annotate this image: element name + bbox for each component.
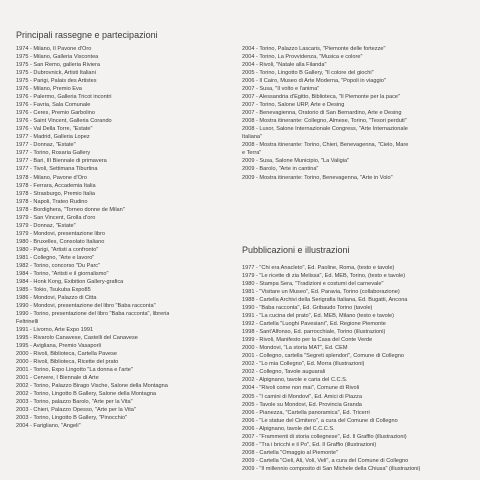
list-item: 2004 - Torino, Palazzo Lascaris, "Piemonte delle fortezze" [242,46,386,52]
list-item: 1990 - Torino, presentazione del libro "Baba racconta", libreria [16,311,170,318]
list-item: 1975 - San Remo, galleria Riviera [16,62,100,69]
list-item: Italiana" [242,134,263,141]
list-item: 1977 - Madrid, Galleria Lopez [16,134,90,141]
list-item: 2008 - Cartella "Omaggio al Piemonte" [242,449,339,456]
list-item: 2003 - Chieri, Palazzo Opesso, "Arte per la Vita" [16,407,136,414]
list-item: 1999 - Rivoli, Manifesto per la Casa del Conte Verde [242,337,373,344]
list-item: 2001 - Cervere, I Biennale di Arte [16,375,99,382]
list-item: 1982 - Torino, concorso "Du Parc" [16,262,101,269]
list-item: 1980 - Parigi, "Artisti a confronto" [16,246,99,253]
list-item: 1978 - Ferrara, Accademia Italia [16,182,96,189]
list-item: 1976 - Favria, Sala Comunale [16,102,91,109]
list-item: 1978 - Strasburgo, Premio Italia [16,190,95,197]
list-item: 2008 - Mostra itinerante: Collegno, Almese, Torino, "Tesori perduti" [242,118,407,125]
list-item: 2002 - Torino, Lingotto B Gallery, Salone della Montagna [16,391,157,398]
list-item: 2009 - Cartella "Cieli, Ali, Voli, Veli", a cura del Comune di Collegno [242,457,409,464]
list-item: 1995 - Avigliana, Premio Vasaporli [16,343,101,350]
list-item: 2009 - Susa, Salone Municipio, "La Valigia" [242,158,350,165]
list-item: 1977 - "Chi era Anacleto", Ed. Paoline, Roma, (testo e tavole) [242,265,395,271]
list-item: 1977 - Donnaz, "Estate" [16,142,76,149]
list-item: 2002 - "Lo mia Collegno", Ed. Morra (illustrazioni) [242,361,365,368]
list-item: 2009 - "Il millennio composito di San Michele della Chiusa" (illustrazioni) [242,465,421,472]
list-item: 1976 - Ceres, Premio Garbolino [16,110,95,117]
list-item: 2000 - Rivoli, Biblioteca, Ricette del prato [16,359,119,366]
list-item: 2000 - Mondovi, "La storia MAT", Ed. CEM [242,345,348,352]
list-item: 1976 - Saint Vincent, Galleria Corando [16,118,112,125]
list-item: 2004 - Torino, La Provvidenza, "Musica e colore" [242,54,363,61]
list-item: 1986 - Mondovi, Palazzo di Citta [16,294,97,301]
list-item: 2006 - Pianezza, "Cartella panoramica", Ed. Tricerri [242,409,370,416]
list-item: 1990 - "Baba racconta", Ed. Gribaudo Torino (tavole) [242,305,373,312]
list-item: 1984 - Torino, "Artisti e il giornalismo" [16,270,109,277]
list-item: 2007 - Susa, "Il volto e l'anima" [242,86,320,93]
list-item: 1990 - Mondovi, presentazione del libro "Baba racconta" [16,303,156,309]
list-item: 1978 - Milano, Pavone d'Oro [16,174,88,181]
list-item: 1975 - Dubrovnick, Artisti Italiani [16,70,96,77]
exhibitions-heading: Principali rassegne e partecipazioni [16,30,158,40]
list-item: 1978 - Napoli, Trateo Rudino [16,198,88,205]
list-item: 2004 - Farigliano, "Angeli" [16,423,81,430]
list-item: 2003 - Torino, Lingotto B Gallery, "Pinocchio" [16,415,128,422]
list-item: 2002 - Collegno, Tavole auguarali [242,369,326,376]
list-item: 1981 - Collegno, "Arte e lavoro" [16,254,95,261]
exhibitions-continued-list [242,45,408,182]
list-item: 2008 - Luxor, Salone Internazionale Congress, "Arte Internazionale [242,126,408,133]
list-item: 2006 - Alpignano, tavole del C.C.C.S. [242,425,335,432]
list-item: 1977 - Torino, Rosaria Gallery [16,150,91,157]
exhibitions-list [16,45,169,431]
publications-heading: Pubblicazioni e illustrazioni [242,245,350,255]
publications-list [242,264,420,473]
list-item: 2004 - Rivoli, "Natale alla Filanda" [242,62,327,69]
list-item: 1978 - Bordighera, "Torneo donne de Milan" [16,206,125,213]
list-item: 2001 - Torino, Expo Lingotto "La donna e l'arte" [16,367,133,374]
list-item: 1980 - Bruxelles, Consolato Italiano [16,238,105,245]
list-item: 1979 - Mondovi, presentazione libro [16,230,105,237]
list-item: 1976 - Palermo, Galleria Tricot incontri [16,94,112,101]
list-item: 2005 - Torino, Lingotto B Gallery, "Il colore del giochi" [242,70,374,77]
list-item: 2003 - Torino, palazzo Barolo, "Arte per la Vita" [16,399,133,406]
list-item: 2002 - Alpignano, tavole e caria del C.C.S. [242,377,348,384]
list-item: 2005 - "I camini di Mondovi", Ed. Amici di Piazza [242,393,362,400]
list-item: 1979 - "Le ricette di zia Melissa", Ed. MEB, Torino, (testo e tavole) [242,273,406,280]
list-item: 2002 - Torino, Palazzo Birago Vische, Salone della Montagna [16,383,168,390]
list-item: 2007 - "Frammenti di storia collegnese", Ed. Il Graffio (illustrazioni) [242,433,407,440]
list-item: 1995 - Rivarolo Canavese, Castelli del Canavese [16,335,138,342]
list-item: 1975 - Parigi, Palais des Artistes [16,78,97,85]
list-item: 1975 - Milano, Galleria Viscontea [16,54,99,61]
list-item: 1998 - Sant'Alfonso, Ed. parrocchiale, Torino (illustrazioni) [242,329,386,336]
list-item: 1976 - Val Della Torre, "Estate" [16,126,93,133]
list-item: 2006 - "Le statue del Cimitero", a cura del Comune di Collegno [242,417,398,424]
list-item: 1988 - Cartella Archivi della Serigrafia Italiana, Ed. Bugatti, Ancona [242,297,408,304]
list-item: 1991 - Livorno, Arte Expo 1991 [16,327,94,334]
list-item: 2004 - "Rivoli come non mai", Comune di Rivoli [242,385,360,392]
list-item: e Terra" [242,150,262,157]
list-item: 2005 - Tavole su Mondovi, Ed. Provincia Granda [242,401,362,408]
list-item: 1980 - Stampa Sera, "Tradizioni e costumi del carnevale" [242,281,384,288]
list-item: 1979 - Donnaz, "Estate" [16,222,76,229]
list-item: 2008 - Mostra itinerante: Torino, Chieri, Benevagenna, "Cielo, Mare [242,142,409,149]
list-item: 2009 - Barolo, "Arte in cantina" [242,166,319,173]
list-item: 2000 - Rivoli, Biblioteca, Cartella Pavese [16,351,118,358]
list-item: 1991 - "La cucina del prato", Ed. MEB, Milano (testo e tavole) [242,313,394,320]
list-item: 2008 - "Tra i bricchi e il Po", Ed. Il Graffio (illustrazioni) [242,441,377,448]
list-item: 1979 - San Vincent, Grolla d'oro [16,214,96,221]
list-item: 1976 - Milano, Premio Eva [16,86,82,93]
list-item: 1974 - Milano, Il Pavone d'Oro [16,46,92,52]
list-item: 2007 - Benevagienna, Oratorio di San Bernardino, Arte e Desing [242,110,402,117]
list-item: 2001 - Collegno, cartella "Segreti splendori", Comune di Collegno [242,353,404,360]
list-item: 1984 - Honk Kong, Exibition Gallery-grafica [16,278,124,285]
list-item: 2006 - Il Cairo, Museo di Arte Moderna, "Popoli in viaggio" [242,78,386,85]
list-item: 1981 - "Visitare un Museo", Ed. Paravia, Torino (collaborazione) [242,289,400,296]
list-item: 1977 - Tivoli, Settimana Tiburtina [16,166,98,173]
list-item: 2007 - Alessandria d'Egitto, Biblioteca, "Il Piemonte per la pace" [242,94,401,101]
list-item: 2007 - Torino, Salone URP, Arte e Desing [242,102,345,109]
list-item: 1985 - Tokio, Tsukuba Expo85 [16,286,91,293]
list-item: 1992 - Cartella "Luoghi Pavesiani", Ed. Regione Piemonte [242,321,386,328]
list-item: 1977 - Bari, III Biennale di primavera [16,158,107,165]
list-item: Feltrinelli [16,319,39,326]
list-item: 2009 - Mostra itinerante: Torino, Benevagenna, "Arte in Volo" [242,174,393,181]
